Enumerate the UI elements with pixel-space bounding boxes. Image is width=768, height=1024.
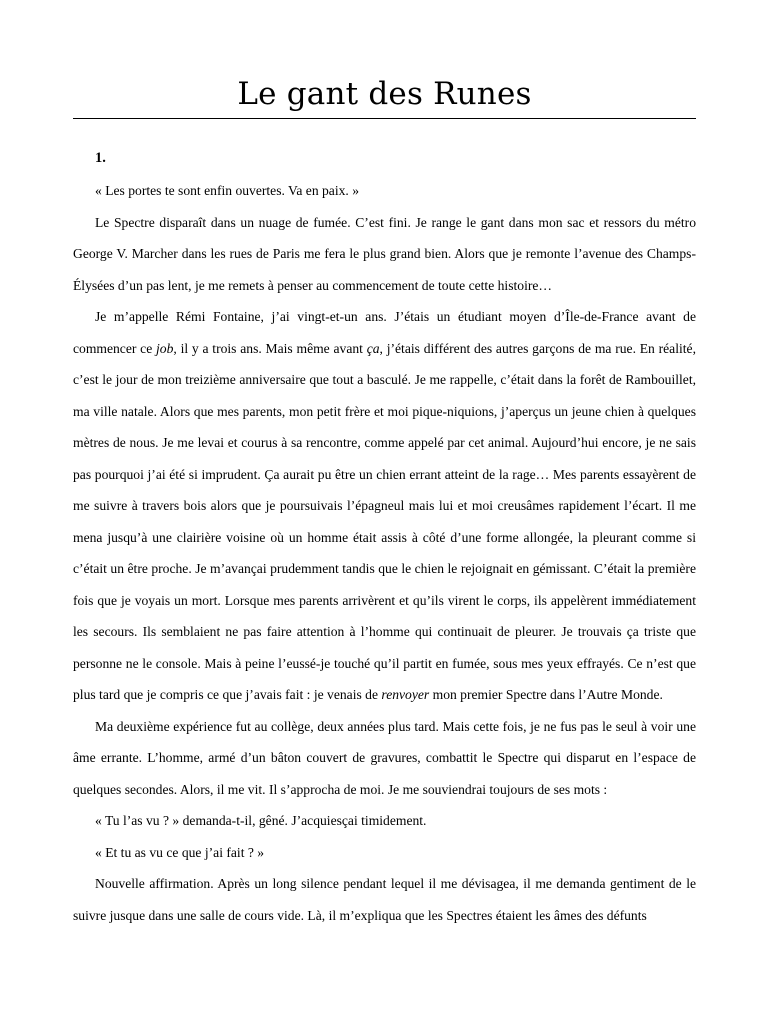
text-run: « Tu l’as vu ? » demanda-t-il, gêné. J’acquiesçai timidement. <box>95 813 427 828</box>
text-run: Je m’appelle Rémi Fontaine, j’ai vingt-et-un ans. J’étais un étudiant moyen d’Île-de-France avant de commencer ce <box>73 309 696 356</box>
italic-text: renvoyer <box>381 687 430 702</box>
paragraph <box>73 175 696 207</box>
italic-text: ça <box>366 340 380 356</box>
text-run: mon premier Spectre dans l’Autre Monde. <box>429 687 663 702</box>
document-title: Le gant des Runes <box>237 76 532 112</box>
body-text <box>73 175 696 931</box>
title-divider <box>73 118 696 119</box>
paragraph <box>73 711 696 806</box>
text-run: « Les portes te sont enfin ouvertes. Va en paix. » <box>95 183 360 198</box>
chapter-number: 1. <box>95 150 106 166</box>
italic-text: job <box>156 340 174 356</box>
paragraph <box>73 837 696 869</box>
paragraph <box>73 868 696 931</box>
document-page <box>73 0 696 1024</box>
text-run: , il y a trois ans. Mais même avant <box>173 340 367 356</box>
text-run: Nouvelle affirmation. Après un long silence pendant lequel il me dévisagea, il me demanda gentiment de le suivre jusque dans une salle de cours vide. Là, il m’expliqua que les Spectres étaient les âmes des défunts <box>73 876 696 923</box>
paragraph <box>73 207 696 302</box>
text-run: Ma deuxième expérience fut au collège, deux années plus tard. Mais cette fois, je ne fus pas le seul à voir une âme errante. L’homme, armé d’un bâton couvert de gravures, combattit le Spectre qui disparut en l’espace de quelques secondes. Alors, il me vit. Il s’approcha de moi. Je me souviendrai toujours de ses mots : <box>73 718 696 797</box>
paragraph <box>73 301 696 711</box>
text-run: « Et tu as vu ce que j’ai fait ? » <box>95 844 265 860</box>
text-run: Le Spectre disparaît dans un nuage de fumée. C’est fini. Je range le gant dans mon sac et ressors du métro George V. Marcher dans les rues de Paris me fera le plus grand bien. Alors que je remonte l’avenue des Champs-Élysées d’un pas lent, je me remets à penser au commencement de toute cette histoire… <box>73 214 696 293</box>
text-run: , j’étais différent des autres garçons de ma rue. En réalité, c’est le jour de mon treizième anniversaire que tout a basculé. Je me rappelle, c’était dans la forêt de Rambouillet, ma ville natale. Alors que mes parents, mon petit frère et moi pique-niquions, j’aperçus un jeune chien à quelques mètres de nous. Je me levai et courus à sa rencontre, comme appelé par cet animal. Aujourd’hui encore, je ne sais pas pourquoi j’ai été si imprudent. Ça aurait pu être un chien errant atteint de la rage… Mes parents essayèrent de me suivre à travers bois alors que je poursuivais l’épagneul mais lui et moi creusâmes rapidement l’écart. Il me mena jusqu’à une clairière voisine où un homme était assis à côté d’une forme allongée, la pleurant comme si c’était un être proche. Je m’avançai prudemment tandis que le chien le rejoignait en gémissant. C’était la première fois que je voyais un mort. Lorsque mes parents arrivèrent et qu’ils virent le corps, ils appelèrent immédiatement les secours. Ils semblaient ne pas faire attention à l’homme qui continuait de pleurer. Je trouvais ça triste que personne ne le console. Mais à peine l’eussé-je touché qu’il partit en fumée, sous mes yeux effrayés. Ce n’est que plus tard que je compris ce que j’avais fait : je venais de <box>73 340 696 702</box>
paragraph <box>73 805 696 837</box>
